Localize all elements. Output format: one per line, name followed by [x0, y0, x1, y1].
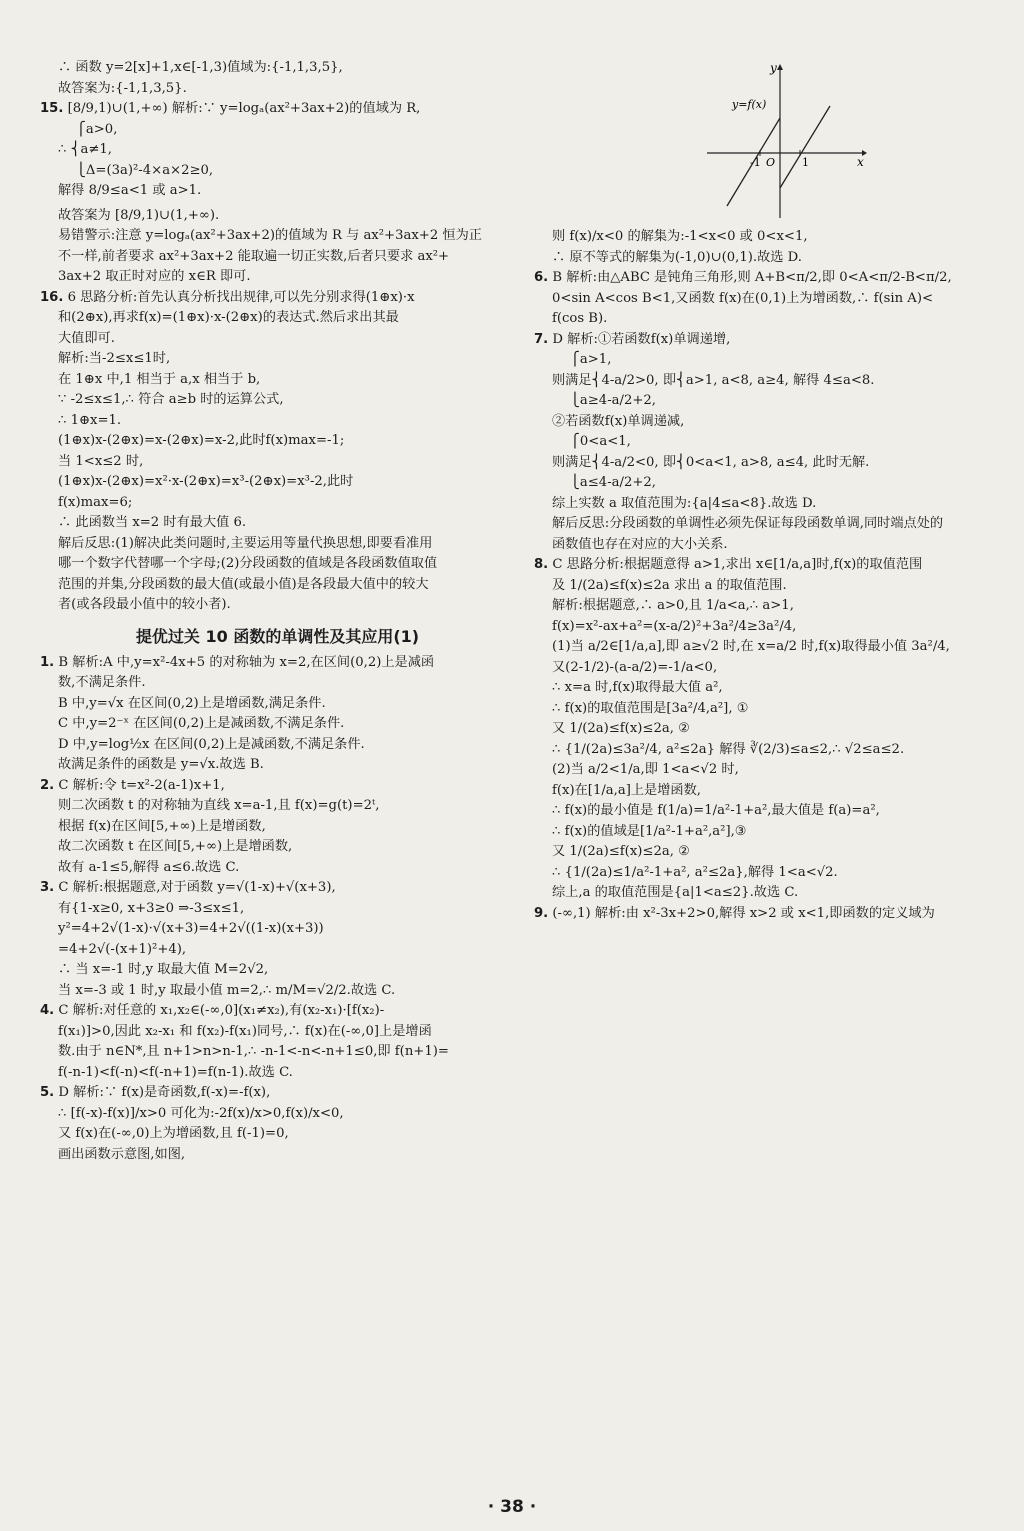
text-line: 当 x=-3 或 1 时,y 取最小值 m=2,∴ m/M=√2/2.故选 C. [58, 982, 396, 998]
question-line [40, 288, 515, 309]
text-line: ∴ f(x)的取值范围是[3a²/4,a²], ① [552, 700, 749, 716]
question-line [40, 1083, 515, 1104]
question-number: 6. [534, 270, 549, 285]
text-line: 解析:根据题意,∴ a>0,且 1/a<a,∴ a>1, [552, 598, 794, 613]
text-line: 故满足条件的函数是 y=√x.故选 B. [58, 757, 264, 772]
text-line: 解后反思:(1)解决此类问题时,主要运用等量代换思想,即要看准用 [58, 535, 433, 551]
question-text: C 解析:令 t=x²-2(a-1)x+1, [58, 777, 225, 793]
text-line: 又(2-1/2)-(a-a/2)=-1/a<0, [552, 659, 718, 675]
text-line: ∵ -2≤x≤1,∴ 符合 a≥b 时的运算公式, [58, 392, 284, 407]
text-line: 故二次函数 t 在区间[5,+∞)上是增函数, [58, 839, 293, 854]
text-line: ∴ f(x)的最小值是 f(1/a)=1/a²-1+a²,最大值是 f(a)=a², [552, 803, 880, 818]
text-line: f(x₁)]>0,因此 x₂-x₁ 和 f(x₂)-f(x₁)同号,∴ f(x)在(-∞,0]上是增函 [58, 1023, 432, 1039]
curve-right [780, 106, 830, 188]
question-text: [8/9,1)∪(1,+∞) 解析:∵ y=logₐ(ax²+3ax+2)的值域为 R, [67, 101, 421, 116]
text-line: 数.由于 n∈N*,且 n+1>n>n-1,∴ -n-1<-n<-n+1≤0,即 f(n+1)= [58, 1044, 449, 1059]
text-line: ∴ 此函数当 x=2 时有最大值 6. [58, 515, 247, 530]
question-number: 16. [40, 289, 64, 305]
text-line: ∴ 当 x=-1 时,y 取最大值 M=2√2, [58, 962, 269, 977]
question-line [40, 776, 515, 797]
text-line: 及 1/(2a)≤f(x)≤2a 求出 a 的取值范围. [552, 577, 787, 593]
text-line: ⎧0<a<1, [570, 434, 631, 449]
text-line: ⎩a≥4-a/2+2, [570, 393, 656, 408]
text-line: f(-n-1)<f(-n)<f(-n+1)=f(n-1).故选 C. [58, 1064, 293, 1080]
text-line: 故有 a-1≤5,解得 a≤6.故选 C. [58, 859, 240, 875]
question-number: 5. [40, 1085, 55, 1100]
text-line: 又 1/(2a)≤f(x)≤2a, ② [552, 721, 690, 736]
text-line: 大值即可. [58, 330, 115, 346]
curve-label: y=f(x) [732, 98, 767, 111]
question-number: 1. [40, 654, 55, 670]
text-line: f(x)=x²-ax+a²=(x-a/2)²+3a²/4≥3a²/4, [552, 618, 797, 634]
text-line: 有{1-x≥0, x+3≥0 ⇒-3≤x≤1, [58, 900, 245, 916]
text-line: 哪一个数字代替哪一个字母;(2)分段函数的值域是各段函数值取值 [58, 556, 438, 571]
question-line [40, 99, 515, 120]
question-number: 3. [40, 880, 55, 895]
text-line: (1⊕x)x-(2⊕x)=x-(2⊕x)=x-2,此时f(x)max=-1; [58, 433, 345, 448]
text-line: ∴ [f(-x)-f(x)]/x>0 可化为:-2f(x)/x>0,f(x)/x<0, [58, 1105, 344, 1121]
function-graph [702, 58, 867, 223]
origin-label: O [766, 156, 776, 169]
question-number: 9. [534, 905, 549, 921]
text-line: 解后反思:分段函数的单调性必须先保证每段函数单调,同时端点处的 [552, 516, 944, 531]
question-text: C 解析:对任意的 x₁,x₂∈(-∞,0](x₁≠x₂),有(x₂-x₁)·[f(x₂)- [58, 1003, 385, 1018]
text-line: D 中,y=log½x 在区间(0,2)上是减函数,不满足条件. [58, 736, 365, 752]
question-line [534, 330, 1016, 351]
text-line: ⎩Δ=(3a)²-4×a×2≥0, [76, 162, 214, 178]
text-line: 根据 f(x)在区间[5,+∞)上是增函数, [58, 818, 266, 834]
text-line: 解析:当-2≤x≤1时, [58, 351, 171, 366]
text-line: y²=4+2√(1-x)·√(x+3)=4+2√((1-x)(x+3)) [58, 921, 324, 936]
text-line: (1⊕x)x-(2⊕x)=x²·x-(2⊕x)=x³-(2⊕x)=x³-2,此时 [58, 474, 354, 489]
question-line [534, 904, 1016, 925]
question-text: D 解析:①若函数f(x)单调递增, [552, 331, 731, 347]
question-text: D 解析:∵ f(x)是奇函数,f(-x)=-f(x), [58, 1085, 271, 1100]
text-line: 解得 8/9≤a<1 或 a>1. [58, 183, 202, 198]
text-line: 则 f(x)/x<0 的解集为:-1<x<0 或 0<x<1, [552, 229, 808, 244]
text-line: ∴ {1/(2a)≤3a²/4, a²≤2a} 解得 ∛(2/3)≤a≤2,∴ √2≤a≤2. [552, 741, 905, 757]
question-line [40, 653, 515, 674]
question-text: B 解析:A 中,y=x²-4x+5 的对称轴为 x=2,在区间(0,2)上是减函 [58, 654, 435, 670]
text-line: 又 1/(2a)≤f(x)≤2a, ② [552, 844, 690, 859]
question-line [40, 1001, 515, 1022]
question-number: 4. [40, 1003, 55, 1018]
text-line: ∴ 1⊕x=1. [58, 412, 122, 428]
text-line: (2)当 a/2<1/a,即 1<a<√2 时, [552, 762, 739, 777]
text-line: 当 1<x≤2 时, [58, 453, 144, 469]
question-number: 7. [534, 331, 549, 347]
text-line: B 中,y=√x 在区间(0,2)上是增函数,满足条件. [58, 695, 326, 711]
text-line: ⎧a>1, [570, 352, 612, 367]
text-line: 函数值也存在对应的大小关系. [552, 536, 728, 552]
tick-neg-label: -1 [750, 156, 761, 169]
text-line: ∴ {1/(2a)≤1/a²-1+a², a²≤2a},解得 1<a<√2. [552, 864, 838, 880]
y-axis-arrow [777, 64, 783, 70]
text-line: ∴ f(x)的值域是[1/a²-1+a²,a²],③ [552, 823, 747, 839]
text-line: 综上实数 a 取值范围为:{a|4≤a<8}.故选 D. [552, 495, 817, 511]
text-line: 范围的并集,分段函数的最大值(或最小值)是各段最大值中的较大 [58, 576, 429, 592]
text-line: 和(2⊕x),再求f(x)=(1⊕x)·x-(2⊕x)的表达式.然后求出其最 [58, 310, 399, 325]
text-line: 数,不满足条件. [58, 675, 146, 690]
text-line: 者(或各段最小值中的较小者). [58, 597, 231, 612]
text-line: 0<sin A<cos B<1,又函数 f(x)在(0,1)上为增函数,∴ f(sin A)< [552, 290, 934, 306]
text-line: 则满足⎨4-a/2<0, 即⎨0<a<1, a>8, a≤4, 此时无解. [552, 454, 870, 470]
question-line [40, 878, 515, 899]
text-line: f(x)在[1/a,a]上是增函数, [552, 782, 701, 798]
text-line: C 中,y=2⁻ˣ 在区间(0,2)上是减函数,不满足条件. [58, 716, 345, 731]
left-column [40, 58, 515, 1165]
text-line: ⎩a≤4-a/2+2, [570, 475, 656, 490]
text-line: ∴ 原不等式的解集为(-1,0)∪(0,1).故选 D. [552, 249, 802, 265]
text-line: 画出函数示意图,如图, [58, 1146, 186, 1162]
text-line: f(x)max=6; [58, 494, 133, 510]
question-number: 2. [40, 777, 55, 793]
y-axis-label: y [770, 61, 777, 75]
text-line: 不一样,前者要求 ax²+3ax+2 能取遍一切正实数,后者只要求 ax²+ [58, 248, 450, 264]
text-line: 则满足⎨4-a/2>0, 即⎨a>1, a<8, a≥4, 解得 4≤a<8. [552, 372, 875, 388]
text-line: 综上,a 的取值范围是{a|1<a≤2}.故选 C. [552, 885, 799, 900]
text-line: ∴ x=a 时,f(x)取得最大值 a², [552, 680, 723, 695]
text-line: ∴ 函数 y=2[x]+1,x∈[-1,3)值域为:{-1,1,3,5}, [58, 60, 343, 75]
text-line: 故答案为:{-1,1,3,5}. [58, 80, 187, 96]
text-line: ②若函数f(x)单调递减, [552, 413, 685, 429]
right-column [534, 58, 1016, 924]
question-text: (-∞,1) 解析:由 x²-3x+2>0,解得 x>2 或 x<1,即函数的定义域为 [552, 905, 935, 921]
question-number: 15. [40, 101, 64, 116]
text-line: 易错警示:注意 y=logₐ(ax²+3ax+2)的值域为 R 与 ax²+3ax+2 恒为正 [58, 228, 482, 243]
question-text: C 思路分析:根据题意得 a>1,求出 x∈[1/a,a]时,f(x)的取值范围 [552, 557, 923, 572]
text-line: 在 1⊕x 中,1 相当于 a,x 相当于 b, [58, 371, 261, 387]
text-line: 3ax+2 取正时对应的 x∈R 即可. [58, 269, 251, 284]
section-heading: 提优过关 10 函数的单调性及其应用(1) [135, 626, 420, 646]
tick-pos-label: 1 [802, 156, 809, 169]
question-text: 6 思路分析:首先认真分析找出规律,可以先分别求得(1⊕x)·x [67, 289, 415, 305]
question-text: C 解析:根据题意,对于函数 y=√(1-x)+√(x+3), [58, 880, 336, 895]
page-number: · 38 · [487, 1497, 537, 1517]
text-line: ∴ ⎨a≠1, [58, 142, 112, 157]
text-line: f(cos B). [552, 311, 608, 326]
question-text: B 解析:由△ABC 是钝角三角形,则 A+B<π/2,即 0<A<π/2-B<π/2, [552, 270, 952, 285]
text-line: =4+2√(-(x+1)²+4), [58, 941, 187, 957]
text-line: 又 f(x)在(-∞,0)上为增函数,且 f(-1)=0, [58, 1126, 289, 1141]
text-line: 故答案为 [8/9,1)∪(1,+∞). [58, 207, 220, 223]
x-axis-label: x [857, 155, 864, 169]
question-number: 8. [534, 557, 549, 572]
text-line: (1)当 a/2∈[1/a,a],即 a≥√2 时,在 x=a/2 时,f(x)取得最小值 3a²/4, [552, 639, 950, 654]
question-line [534, 555, 1016, 576]
text-line: ⎧a>0, [76, 121, 118, 137]
text-line: 则二次函数 t 的对称轴为直线 x=a-1,且 f(x)=g(t)=2ᵗ, [58, 798, 380, 813]
question-line [534, 268, 1016, 289]
